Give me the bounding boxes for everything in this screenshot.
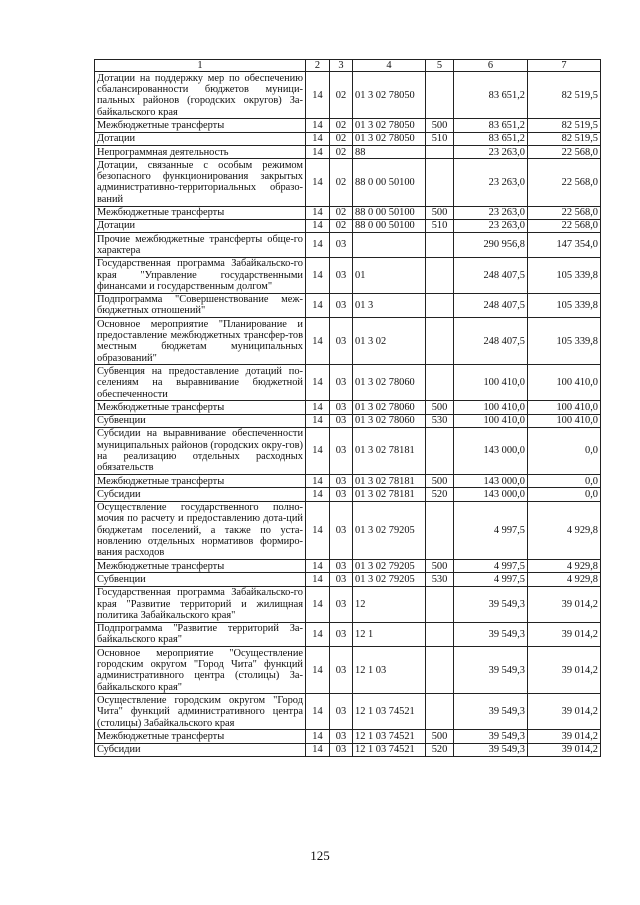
expense-type-code: 500 <box>426 206 454 219</box>
expense-type-code: 500 <box>426 475 454 488</box>
amount-year-2: 39 014,2 <box>528 647 601 694</box>
amount-year-1: 248 407,5 <box>454 257 528 293</box>
target-article-code: 88 0 00 50100 <box>353 159 426 206</box>
section-code: 14 <box>306 488 330 501</box>
row-name: Субсидии на выравнивание обеспеченности муниципальных районов (городских окру-гов) на реализацию отдельных расходных обязательств <box>95 427 306 474</box>
row-name: Субвенции <box>95 573 306 586</box>
target-article-code: 12 1 03 74521 <box>353 730 426 743</box>
column-header: 2 <box>306 60 330 72</box>
table-header-row <box>95 60 601 72</box>
subsection-code: 03 <box>330 488 353 501</box>
expense-type-code: 520 <box>426 743 454 756</box>
section-code: 14 <box>306 560 330 573</box>
amount-year-1: 39 549,3 <box>454 730 528 743</box>
amount-year-2: 39 014,2 <box>528 694 601 730</box>
expense-type-code <box>426 146 454 159</box>
section-code: 14 <box>306 573 330 586</box>
amount-year-2: 0,0 <box>528 488 601 501</box>
section-code: 14 <box>306 318 330 365</box>
table-row <box>95 159 601 206</box>
subsection-code: 03 <box>330 560 353 573</box>
expense-type-code <box>426 72 454 119</box>
row-name: Осуществление государственного полно-мочия по расчету и предоставлению дота-ций бюджетам поселений, а также по уста-новлению отдельных нормативов формиро-вания расходов <box>95 501 306 560</box>
table-row <box>95 647 601 694</box>
subsection-code: 03 <box>330 293 353 318</box>
column-header: 7 <box>528 60 601 72</box>
section-code: 14 <box>306 694 330 730</box>
target-article-code: 01 3 02 78050 <box>353 72 426 119</box>
subsection-code: 03 <box>330 573 353 586</box>
table-row <box>95 488 601 501</box>
amount-year-1: 4 997,5 <box>454 501 528 560</box>
row-name: Дотации на поддержку мер по обеспечению сбалансированности бюджетов муници-пальных районов (городских округов) За-байкальского края <box>95 72 306 119</box>
amount-year-1: 39 549,3 <box>454 586 528 622</box>
expense-type-code: 500 <box>426 119 454 132</box>
target-article-code: 01 3 02 78181 <box>353 488 426 501</box>
target-article-code <box>353 233 426 258</box>
row-name: Межбюджетные трансферты <box>95 560 306 573</box>
expense-type-code <box>426 159 454 206</box>
subsection-code: 02 <box>330 206 353 219</box>
section-code: 14 <box>306 132 330 145</box>
target-article-code: 88 0 00 50100 <box>353 206 426 219</box>
expense-type-code <box>426 233 454 258</box>
table-row <box>95 414 601 427</box>
amount-year-2: 105 339,8 <box>528 257 601 293</box>
row-name: Непрограммная деятельность <box>95 146 306 159</box>
subsection-code: 03 <box>330 586 353 622</box>
row-name: Подпрограмма "Совершенствование меж-бюджетных отношений" <box>95 293 306 318</box>
section-code: 14 <box>306 119 330 132</box>
amount-year-2: 82 519,5 <box>528 119 601 132</box>
target-article-code: 01 3 02 79205 <box>353 501 426 560</box>
subsection-code: 02 <box>330 132 353 145</box>
expense-type-code <box>426 257 454 293</box>
target-article-code: 01 <box>353 257 426 293</box>
expense-type-code: 530 <box>426 573 454 586</box>
expense-type-code <box>426 647 454 694</box>
row-name: Прочие межбюджетные трансферты обще-го характера <box>95 233 306 258</box>
amount-year-2: 4 929,8 <box>528 573 601 586</box>
target-article-code: 12 1 <box>353 622 426 647</box>
section-code: 14 <box>306 414 330 427</box>
section-code: 14 <box>306 401 330 414</box>
amount-year-2: 22 568,0 <box>528 159 601 206</box>
amount-year-2: 39 014,2 <box>528 730 601 743</box>
section-code: 14 <box>306 365 330 401</box>
table-row <box>95 257 601 293</box>
amount-year-1: 83 651,2 <box>454 132 528 145</box>
amount-year-1: 143 000,0 <box>454 475 528 488</box>
target-article-code: 01 3 02 79205 <box>353 573 426 586</box>
amount-year-1: 39 549,3 <box>454 647 528 694</box>
amount-year-1: 4 997,5 <box>454 560 528 573</box>
row-name: Государственная программа Забайкальско-го края "Управление государственными финансами и государственным долгом" <box>95 257 306 293</box>
amount-year-2: 100 410,0 <box>528 365 601 401</box>
amount-year-2: 105 339,8 <box>528 293 601 318</box>
amount-year-2: 105 339,8 <box>528 318 601 365</box>
target-article-code: 01 3 02 78050 <box>353 119 426 132</box>
column-header: 6 <box>454 60 528 72</box>
amount-year-2: 0,0 <box>528 427 601 474</box>
amount-year-1: 23 263,0 <box>454 219 528 232</box>
table-row <box>95 318 601 365</box>
row-name: Основное мероприятие "Осуществление городским округом "Город Чита" функций административного центра (столицы) За-байкальского края" <box>95 647 306 694</box>
subsection-code: 03 <box>330 414 353 427</box>
amount-year-2: 22 568,0 <box>528 206 601 219</box>
target-article-code: 88 <box>353 146 426 159</box>
section-code: 14 <box>306 622 330 647</box>
column-header: 5 <box>426 60 454 72</box>
target-article-code: 01 3 02 78060 <box>353 401 426 414</box>
amount-year-2: 22 568,0 <box>528 219 601 232</box>
table-row <box>95 501 601 560</box>
expense-type-code <box>426 365 454 401</box>
table-row <box>95 560 601 573</box>
amount-year-2: 82 519,5 <box>528 132 601 145</box>
section-code: 14 <box>306 206 330 219</box>
amount-year-1: 248 407,5 <box>454 293 528 318</box>
column-header: 3 <box>330 60 353 72</box>
column-header: 4 <box>353 60 426 72</box>
subsection-code: 02 <box>330 119 353 132</box>
amount-year-1: 23 263,0 <box>454 146 528 159</box>
expense-type-code: 500 <box>426 401 454 414</box>
subsection-code: 03 <box>330 233 353 258</box>
section-code: 14 <box>306 146 330 159</box>
amount-year-2: 39 014,2 <box>528 622 601 647</box>
section-code: 14 <box>306 293 330 318</box>
amount-year-1: 100 410,0 <box>454 414 528 427</box>
subsection-code: 03 <box>330 647 353 694</box>
amount-year-2: 0,0 <box>528 475 601 488</box>
amount-year-2: 147 354,0 <box>528 233 601 258</box>
subsection-code: 02 <box>330 159 353 206</box>
subsection-code: 03 <box>330 427 353 474</box>
subsection-code: 03 <box>330 401 353 414</box>
table-row <box>95 694 601 730</box>
row-name: Субвенция на предоставление дотаций по-селениям на выравнивание бюджетной обеспеченности <box>95 365 306 401</box>
amount-year-1: 100 410,0 <box>454 401 528 414</box>
row-name: Субвенции <box>95 414 306 427</box>
target-article-code: 01 3 02 <box>353 318 426 365</box>
row-name: Субсидии <box>95 488 306 501</box>
amount-year-1: 290 956,8 <box>454 233 528 258</box>
amount-year-2: 100 410,0 <box>528 414 601 427</box>
subsection-code: 03 <box>330 501 353 560</box>
target-article-code: 01 3 02 78050 <box>353 132 426 145</box>
subsection-code: 02 <box>330 146 353 159</box>
table-row <box>95 586 601 622</box>
amount-year-1: 39 549,3 <box>454 622 528 647</box>
table-row <box>95 573 601 586</box>
row-name: Межбюджетные трансферты <box>95 119 306 132</box>
amount-year-1: 39 549,3 <box>454 694 528 730</box>
row-name: Подпрограмма "Развитие территорий За-байкальского края" <box>95 622 306 647</box>
amount-year-1: 23 263,0 <box>454 206 528 219</box>
table-row <box>95 622 601 647</box>
subsection-code: 03 <box>330 743 353 756</box>
amount-year-2: 39 014,2 <box>528 586 601 622</box>
row-name: Дотации <box>95 219 306 232</box>
row-name: Основное мероприятие "Планирование и предоставление межбюджетных трансфер-тов местным бюджетам муниципальных образований" <box>95 318 306 365</box>
amount-year-1: 4 997,5 <box>454 573 528 586</box>
subsection-code: 03 <box>330 318 353 365</box>
section-code: 14 <box>306 159 330 206</box>
table-body <box>95 72 601 757</box>
table-row <box>95 132 601 145</box>
target-article-code: 01 3 02 78181 <box>353 427 426 474</box>
amount-year-2: 4 929,8 <box>528 560 601 573</box>
expense-type-code: 500 <box>426 730 454 743</box>
section-code: 14 <box>306 475 330 488</box>
expense-type-code <box>426 622 454 647</box>
target-article-code: 01 3 02 78060 <box>353 414 426 427</box>
expense-type-code <box>426 694 454 730</box>
section-code: 14 <box>306 72 330 119</box>
expense-type-code <box>426 318 454 365</box>
table-row <box>95 475 601 488</box>
row-name: Межбюджетные трансферты <box>95 401 306 414</box>
section-code: 14 <box>306 233 330 258</box>
expense-type-code: 530 <box>426 414 454 427</box>
row-name: Дотации <box>95 132 306 145</box>
row-name: Осуществление городским округом "Город Чита" функций административного центра (столицы) Забайкальского края <box>95 694 306 730</box>
target-article-code: 12 1 03 74521 <box>353 743 426 756</box>
table-row <box>95 119 601 132</box>
section-code: 14 <box>306 586 330 622</box>
table-row <box>95 206 601 219</box>
subsection-code: 03 <box>330 257 353 293</box>
table-row <box>95 72 601 119</box>
table-row <box>95 743 601 756</box>
column-header: 1 <box>95 60 306 72</box>
amount-year-1: 248 407,5 <box>454 318 528 365</box>
target-article-code: 01 3 02 79205 <box>353 560 426 573</box>
table-row <box>95 146 601 159</box>
expense-type-code: 510 <box>426 132 454 145</box>
amount-year-2: 39 014,2 <box>528 743 601 756</box>
section-code: 14 <box>306 730 330 743</box>
subsection-code: 03 <box>330 475 353 488</box>
expense-type-code <box>426 586 454 622</box>
expense-type-code: 520 <box>426 488 454 501</box>
section-code: 14 <box>306 257 330 293</box>
section-code: 14 <box>306 427 330 474</box>
target-article-code: 12 <box>353 586 426 622</box>
amount-year-2: 4 929,8 <box>528 501 601 560</box>
subsection-code: 03 <box>330 694 353 730</box>
subsection-code: 03 <box>330 365 353 401</box>
amount-year-1: 143 000,0 <box>454 427 528 474</box>
row-name: Межбюджетные трансферты <box>95 206 306 219</box>
expense-type-code: 500 <box>426 560 454 573</box>
expense-type-code: 510 <box>426 219 454 232</box>
target-article-code: 88 0 00 50100 <box>353 219 426 232</box>
table-row <box>95 401 601 414</box>
row-name: Межбюджетные трансферты <box>95 730 306 743</box>
target-article-code: 12 1 03 74521 <box>353 694 426 730</box>
section-code: 14 <box>306 647 330 694</box>
target-article-code: 01 3 02 78060 <box>353 365 426 401</box>
target-article-code: 12 1 03 <box>353 647 426 694</box>
amount-year-2: 100 410,0 <box>528 401 601 414</box>
target-article-code: 01 3 <box>353 293 426 318</box>
table-row <box>95 730 601 743</box>
amount-year-1: 39 549,3 <box>454 743 528 756</box>
table-row <box>95 219 601 232</box>
table-row <box>95 293 601 318</box>
page-number: 125 <box>310 848 330 863</box>
subsection-code: 03 <box>330 622 353 647</box>
table-row <box>95 365 601 401</box>
table-row <box>95 233 601 258</box>
subsection-code: 02 <box>330 219 353 232</box>
amount-year-1: 23 263,0 <box>454 159 528 206</box>
section-code: 14 <box>306 743 330 756</box>
subsection-code: 02 <box>330 72 353 119</box>
expense-type-code <box>426 501 454 560</box>
table-row <box>95 427 601 474</box>
amount-year-2: 82 519,5 <box>528 72 601 119</box>
row-name: Субсидии <box>95 743 306 756</box>
amount-year-1: 83 651,2 <box>454 72 528 119</box>
amount-year-1: 143 000,0 <box>454 488 528 501</box>
amount-year-1: 83 651,2 <box>454 119 528 132</box>
subsection-code: 03 <box>330 730 353 743</box>
section-code: 14 <box>306 219 330 232</box>
row-name: Межбюджетные трансферты <box>95 475 306 488</box>
target-article-code: 01 3 02 78181 <box>353 475 426 488</box>
expense-type-code <box>426 427 454 474</box>
row-name: Дотации, связанные с особым режимом безопасного функционирования закрытых административно-территориальных образо-ваний <box>95 159 306 206</box>
row-name: Государственная программа Забайкальско-го края "Развитие территорий и жилищная политика Забайкальского края" <box>95 586 306 622</box>
amount-year-2: 22 568,0 <box>528 146 601 159</box>
amount-year-1: 100 410,0 <box>454 365 528 401</box>
expense-type-code <box>426 293 454 318</box>
budget-table <box>94 59 601 757</box>
section-code: 14 <box>306 501 330 560</box>
